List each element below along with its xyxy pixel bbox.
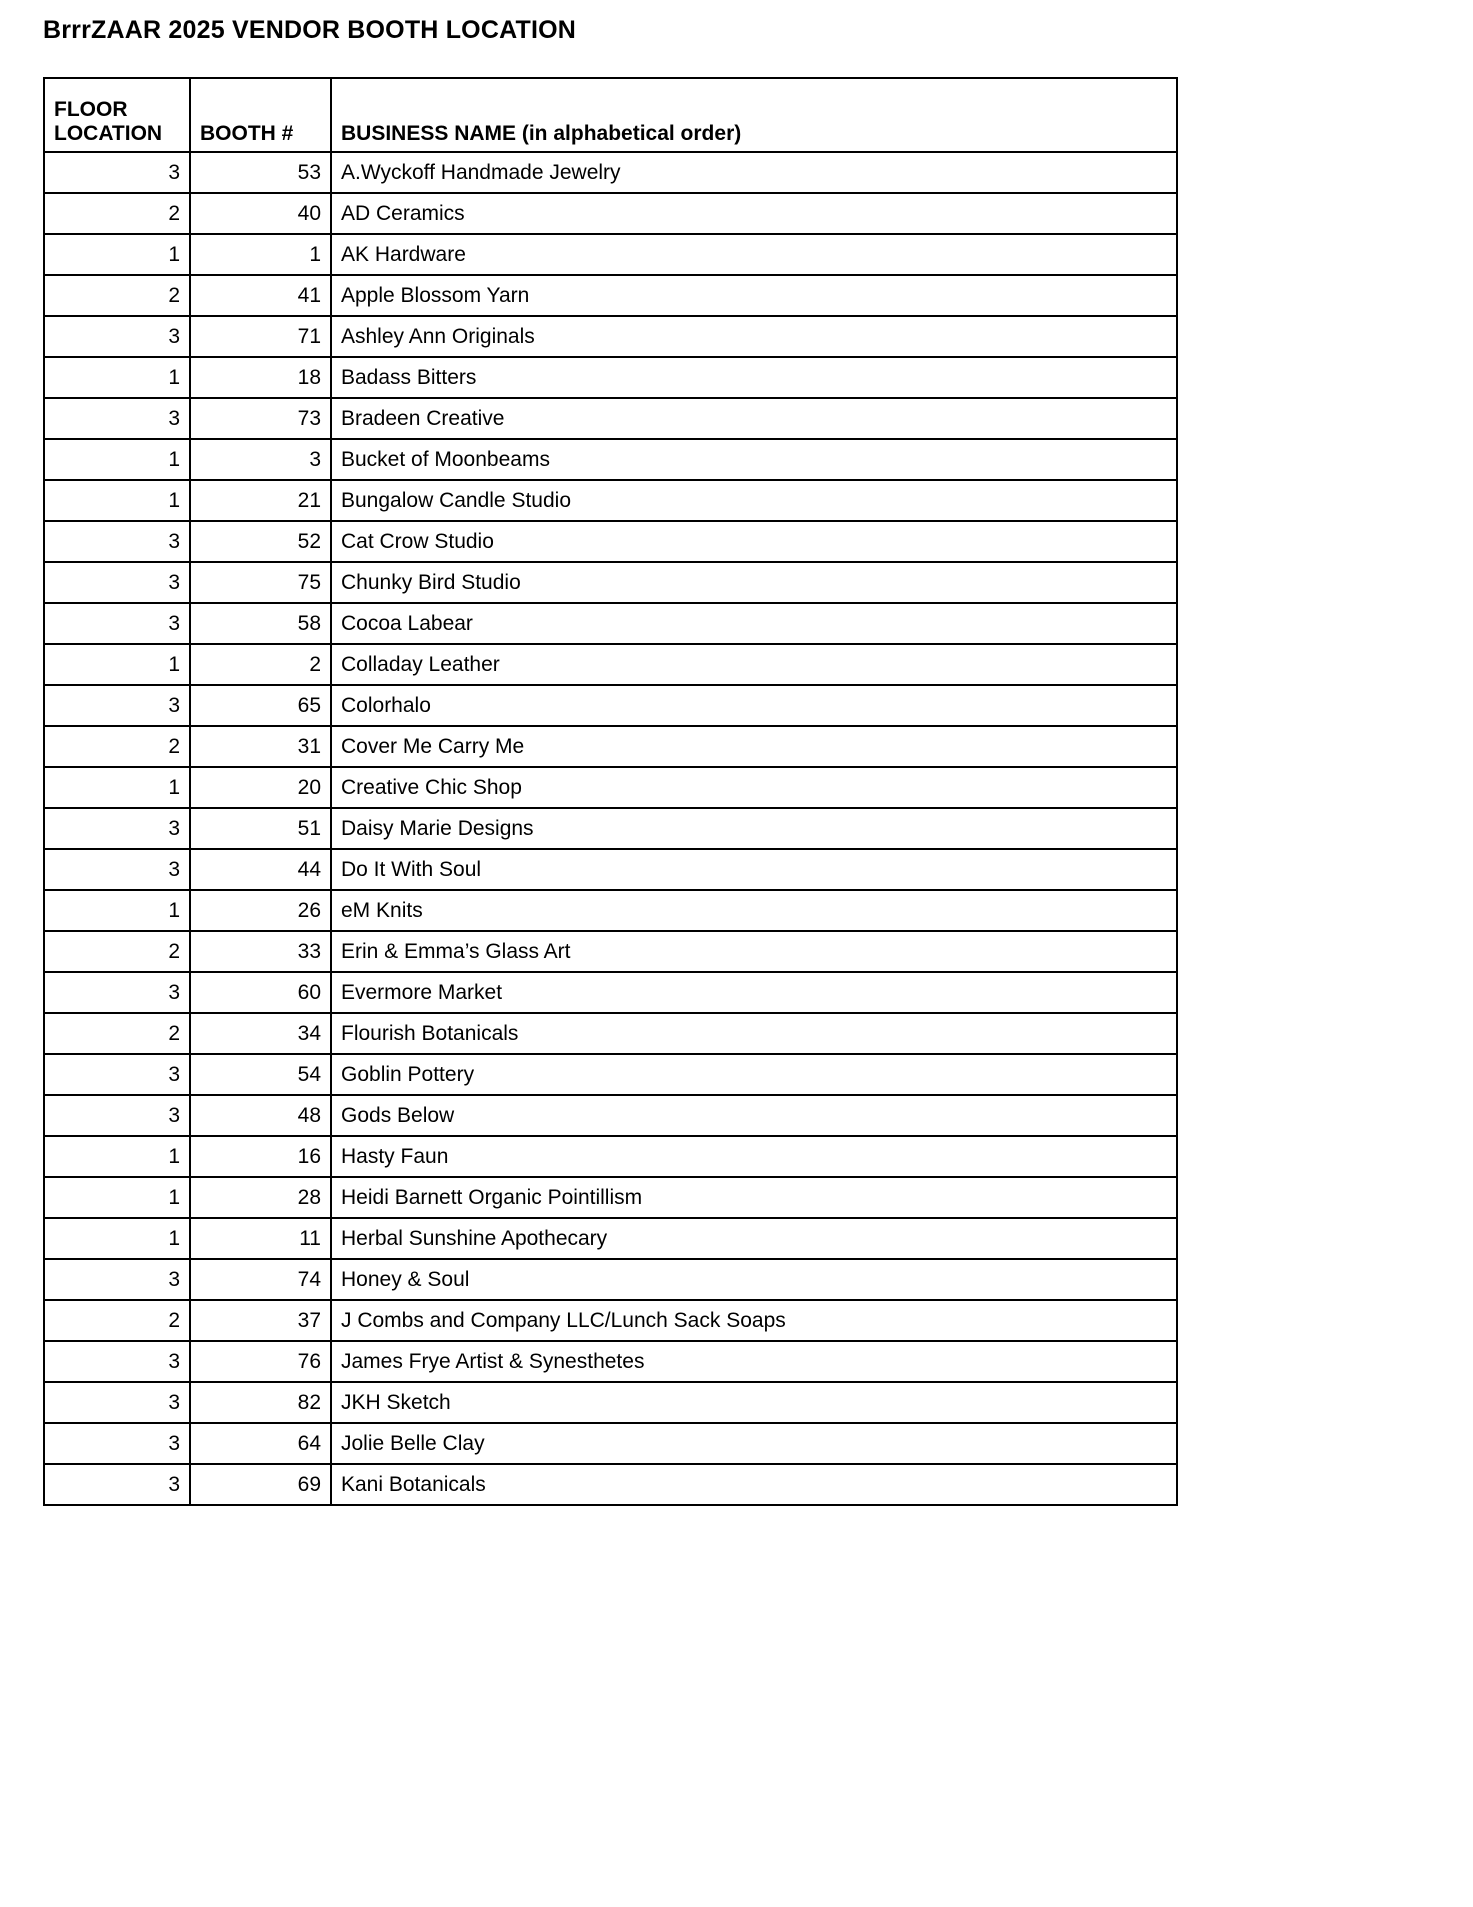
table-row	[44, 644, 1177, 685]
table-row	[44, 562, 1177, 603]
floor-location-cell: 1	[44, 644, 190, 685]
business-name-cell: Evermore Market	[331, 972, 1177, 1013]
table-row	[44, 152, 1177, 193]
table-row	[44, 275, 1177, 316]
business-name-cell: Honey & Soul	[331, 1259, 1177, 1300]
business-name-cell: Hasty Faun	[331, 1136, 1177, 1177]
table-row	[44, 1423, 1177, 1464]
floor-location-cell: 2	[44, 1300, 190, 1341]
business-name-cell: Apple Blossom Yarn	[331, 275, 1177, 316]
header-row	[44, 78, 1177, 152]
floor-location-cell: 3	[44, 152, 190, 193]
booth-number-cell: 40	[190, 193, 331, 234]
booth-number-cell: 18	[190, 357, 331, 398]
business-name-cell: Cat Crow Studio	[331, 521, 1177, 562]
table-row	[44, 398, 1177, 439]
floor-location-cell: 3	[44, 1464, 190, 1505]
booth-number-cell: 37	[190, 1300, 331, 1341]
booth-number-cell: 44	[190, 849, 331, 890]
floor-location-cell: 1	[44, 357, 190, 398]
business-name-cell: Herbal Sunshine Apothecary	[331, 1218, 1177, 1259]
booth-number-cell: 1	[190, 234, 331, 275]
business-name-cell: Ashley Ann Originals	[331, 316, 1177, 357]
booth-number-cell: 75	[190, 562, 331, 603]
floor-location-cell: 3	[44, 521, 190, 562]
floor-location-cell: 3	[44, 685, 190, 726]
business-name-cell: AD Ceramics	[331, 193, 1177, 234]
business-name-cell: Jolie Belle Clay	[331, 1423, 1177, 1464]
table-row	[44, 767, 1177, 808]
header-floor-location: FLOOR LOCATION	[44, 78, 190, 152]
business-name-cell: JKH Sketch	[331, 1382, 1177, 1423]
business-name-cell: Chunky Bird Studio	[331, 562, 1177, 603]
floor-location-cell: 3	[44, 562, 190, 603]
booth-number-cell: 71	[190, 316, 331, 357]
booth-number-cell: 52	[190, 521, 331, 562]
table-row	[44, 1095, 1177, 1136]
table-row	[44, 357, 1177, 398]
table-row	[44, 685, 1177, 726]
floor-location-cell: 3	[44, 1423, 190, 1464]
floor-location-cell: 3	[44, 398, 190, 439]
business-name-cell: Goblin Pottery	[331, 1054, 1177, 1095]
booth-number-cell: 26	[190, 890, 331, 931]
floor-location-cell: 1	[44, 439, 190, 480]
floor-location-cell: 3	[44, 808, 190, 849]
table-row	[44, 1013, 1177, 1054]
table-row	[44, 1341, 1177, 1382]
table-row	[44, 849, 1177, 890]
table-row	[44, 808, 1177, 849]
business-name-cell: Cocoa Labear	[331, 603, 1177, 644]
business-name-cell: AK Hardware	[331, 234, 1177, 275]
floor-location-cell: 2	[44, 193, 190, 234]
floor-location-cell: 3	[44, 1341, 190, 1382]
floor-location-cell: 3	[44, 1095, 190, 1136]
booth-number-cell: 54	[190, 1054, 331, 1095]
business-name-cell: Heidi Barnett Organic Pointillism	[331, 1177, 1177, 1218]
floor-location-cell: 1	[44, 1177, 190, 1218]
booth-number-cell: 58	[190, 603, 331, 644]
table-row	[44, 1300, 1177, 1341]
floor-location-cell: 2	[44, 1013, 190, 1054]
booth-number-cell: 2	[190, 644, 331, 685]
table-row	[44, 521, 1177, 562]
business-name-cell: J Combs and Company LLC/Lunch Sack Soaps	[331, 1300, 1177, 1341]
floor-location-cell: 3	[44, 849, 190, 890]
floor-location-cell: 3	[44, 1054, 190, 1095]
booth-number-cell: 60	[190, 972, 331, 1013]
table-row	[44, 1218, 1177, 1259]
floor-location-cell: 1	[44, 1136, 190, 1177]
vendor-booth-table	[43, 77, 1178, 1506]
table-row	[44, 1177, 1177, 1218]
floor-location-cell: 1	[44, 890, 190, 931]
booth-number-cell: 41	[190, 275, 331, 316]
booth-number-cell: 34	[190, 1013, 331, 1054]
floor-location-cell: 2	[44, 726, 190, 767]
booth-number-cell: 64	[190, 1423, 331, 1464]
table-row	[44, 193, 1177, 234]
floor-location-cell: 1	[44, 234, 190, 275]
table-row	[44, 234, 1177, 275]
business-name-cell: Daisy Marie Designs	[331, 808, 1177, 849]
booth-number-cell: 48	[190, 1095, 331, 1136]
business-name-cell: Gods Below	[331, 1095, 1177, 1136]
floor-location-cell: 3	[44, 1259, 190, 1300]
business-name-cell: Do It With Soul	[331, 849, 1177, 890]
table-row	[44, 726, 1177, 767]
business-name-cell: Creative Chic Shop	[331, 767, 1177, 808]
booth-number-cell: 20	[190, 767, 331, 808]
business-name-cell: Kani Botanicals	[331, 1464, 1177, 1505]
booth-number-cell: 53	[190, 152, 331, 193]
table-row	[44, 603, 1177, 644]
business-name-cell: Badass Bitters	[331, 357, 1177, 398]
floor-location-cell: 2	[44, 275, 190, 316]
table-row	[44, 931, 1177, 972]
table-row	[44, 972, 1177, 1013]
floor-location-cell: 1	[44, 767, 190, 808]
business-name-cell: Colladay Leather	[331, 644, 1177, 685]
business-name-cell: Bucket of Moonbeams	[331, 439, 1177, 480]
table-body	[44, 152, 1177, 1505]
business-name-cell: A.Wyckoff Handmade Jewelry	[331, 152, 1177, 193]
table-row	[44, 1054, 1177, 1095]
header-booth-number: BOOTH #	[190, 78, 331, 152]
booth-number-cell: 76	[190, 1341, 331, 1382]
table-row	[44, 439, 1177, 480]
business-name-cell: James Frye Artist & Synesthetes	[331, 1341, 1177, 1382]
booth-number-cell: 3	[190, 439, 331, 480]
floor-location-cell: 2	[44, 931, 190, 972]
table-row	[44, 1382, 1177, 1423]
business-name-cell: Cover Me Carry Me	[331, 726, 1177, 767]
booth-number-cell: 11	[190, 1218, 331, 1259]
business-name-cell: Bungalow Candle Studio	[331, 480, 1177, 521]
booth-number-cell: 69	[190, 1464, 331, 1505]
table-row	[44, 316, 1177, 357]
floor-location-cell: 1	[44, 480, 190, 521]
booth-number-cell: 31	[190, 726, 331, 767]
table-row	[44, 1259, 1177, 1300]
booth-number-cell: 21	[190, 480, 331, 521]
booth-number-cell: 65	[190, 685, 331, 726]
booth-number-cell: 51	[190, 808, 331, 849]
business-name-cell: Colorhalo	[331, 685, 1177, 726]
table-row	[44, 480, 1177, 521]
table-row	[44, 1136, 1177, 1177]
booth-number-cell: 28	[190, 1177, 331, 1218]
page-title: BrrrZAAR 2025 VENDOR BOOTH LOCATION	[43, 16, 576, 44]
table-row	[44, 890, 1177, 931]
business-name-cell: Bradeen Creative	[331, 398, 1177, 439]
header-business-name: BUSINESS NAME (in alphabetical order)	[331, 78, 1177, 152]
floor-location-cell: 3	[44, 972, 190, 1013]
table-row	[44, 1464, 1177, 1505]
floor-location-cell: 3	[44, 603, 190, 644]
booth-number-cell: 82	[190, 1382, 331, 1423]
booth-number-cell: 73	[190, 398, 331, 439]
booth-number-cell: 33	[190, 931, 331, 972]
business-name-cell: eM Knits	[331, 890, 1177, 931]
floor-location-cell: 3	[44, 1382, 190, 1423]
business-name-cell: Flourish Botanicals	[331, 1013, 1177, 1054]
floor-location-cell: 1	[44, 1218, 190, 1259]
booth-number-cell: 16	[190, 1136, 331, 1177]
booth-number-cell: 74	[190, 1259, 331, 1300]
business-name-cell: Erin & Emma’s Glass Art	[331, 931, 1177, 972]
floor-location-cell: 3	[44, 316, 190, 357]
